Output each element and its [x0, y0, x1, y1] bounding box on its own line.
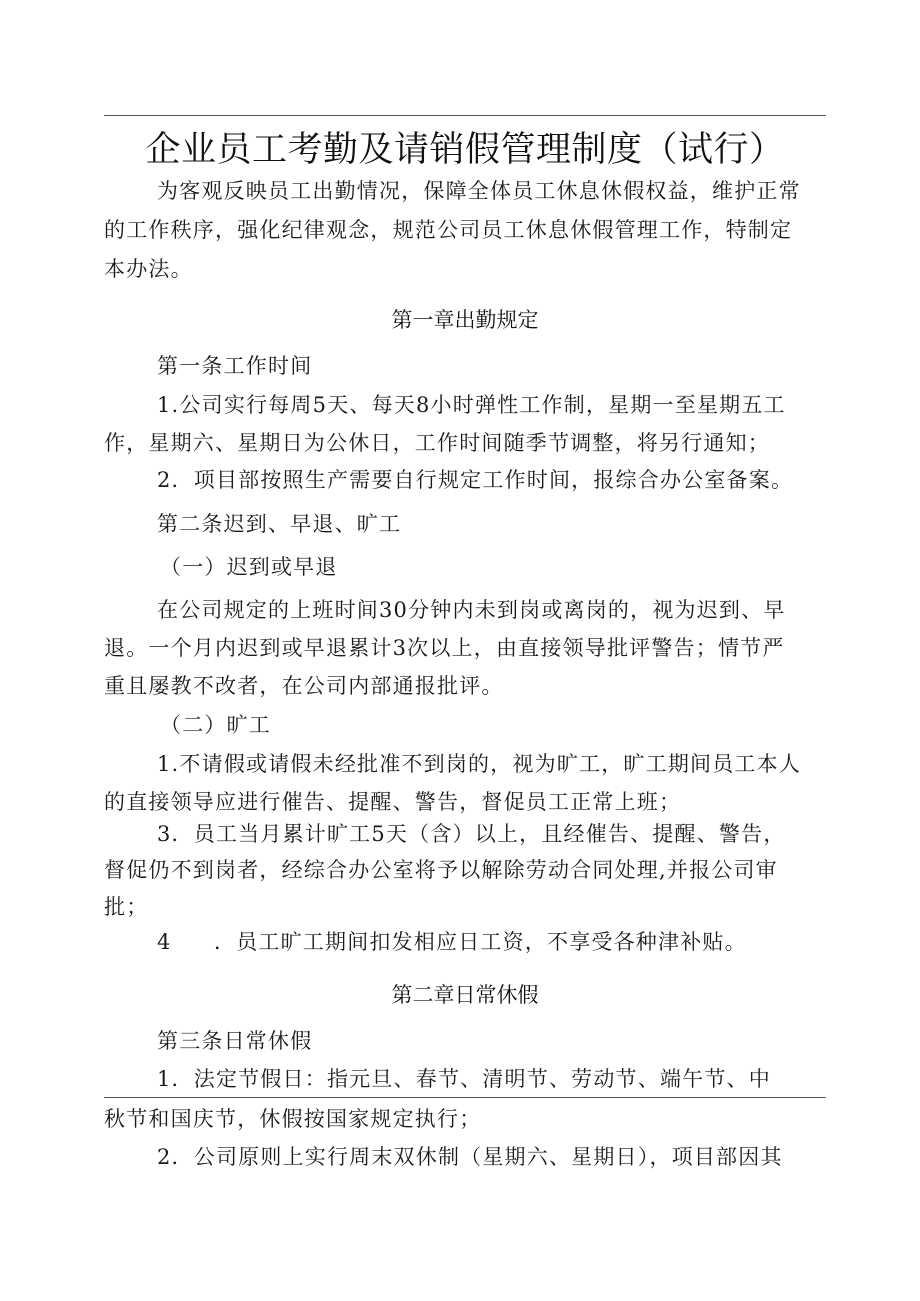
section-absence-item-4-text: ．员工旷工期间扣发相应日工资，不享受各种津补贴。 — [214, 930, 747, 954]
article-3-line-3: 2．公司原则上实行周末双休制（星期六、星期日），项目部因其 — [157, 1145, 783, 1169]
article-1-line-2: 作，星期六、星期日为公休日，工作时间随季节调整，将另行通知； — [104, 431, 770, 455]
section-absence-line-4: 督促仍不到岗者，经综合办公室将予以解除劳动合同处理,并报公司审 — [104, 858, 778, 882]
article-1-line-1: 1.公司实行每周5天、每天8小时弹性工作制，星期一至星期五工 — [157, 393, 786, 417]
chapter-1-heading: 第一章出勤规定 — [391, 308, 539, 332]
article-1-title: 第一条工作时间 — [157, 354, 313, 378]
section-absence-line-2: 的直接领导应进行催告、提醒、警告，督促员工正常上班； — [104, 790, 682, 814]
section-late-line-1: 在公司规定的上班时间30分钟内未到岗或离岗的，视为迟到、早 — [157, 598, 786, 622]
article-3-line-1: 1．法定节假日：指元旦、春节、清明节、劳动节、端午节、中 — [157, 1067, 771, 1091]
section-absence-item-4-number: 4 — [157, 930, 172, 954]
intro-line-3: 本办法。 — [104, 257, 193, 281]
page-break-rule — [104, 1097, 826, 1098]
section-absence-line-1: 1.不请假或请假未经批准不到岗的，视为旷工，旷工期间员工本人 — [157, 752, 802, 776]
section-absence-line-3: 3．员工当月累计旷工5天（含）以上，且经催告、提醒、警告， — [157, 822, 786, 846]
section-absence-line-5: 批； — [104, 895, 149, 919]
intro-line-1: 为客观反映员工出勤情况，保障全体员工休息休假权益，维护正常 — [157, 179, 801, 203]
section-late-title: （一）迟到或早退 — [160, 555, 338, 579]
article-3-title: 第三条日常休假 — [157, 1029, 313, 1053]
section-late-line-2: 退。一个月内迟到或早退累计3次以上，由直接领导批评警告；情节严 — [104, 636, 785, 660]
article-1-line-3: 2．项目部按照生产需要自行规定工作时间，报综合办公室备案。 — [157, 468, 794, 492]
chapter-2-heading: 第二章日常休假 — [391, 983, 539, 1007]
top-rule — [104, 115, 826, 116]
section-late-line-3: 重且屡教不改者，在公司内部通报批评。 — [104, 674, 504, 698]
section-absence-title: （二）旷工 — [160, 713, 271, 737]
article-2-title: 第二条迟到、早退、旷工 — [157, 512, 402, 536]
document-title: 企业员工考勤及请销假管理制度（试行） — [145, 130, 785, 170]
article-3-line-2: 秋节和国庆节，休假按国家规定执行； — [104, 1107, 482, 1131]
intro-line-2: 的工作秩序，强化纪律观念，规范公司员工休息休假管理工作，特制定 — [104, 218, 793, 242]
